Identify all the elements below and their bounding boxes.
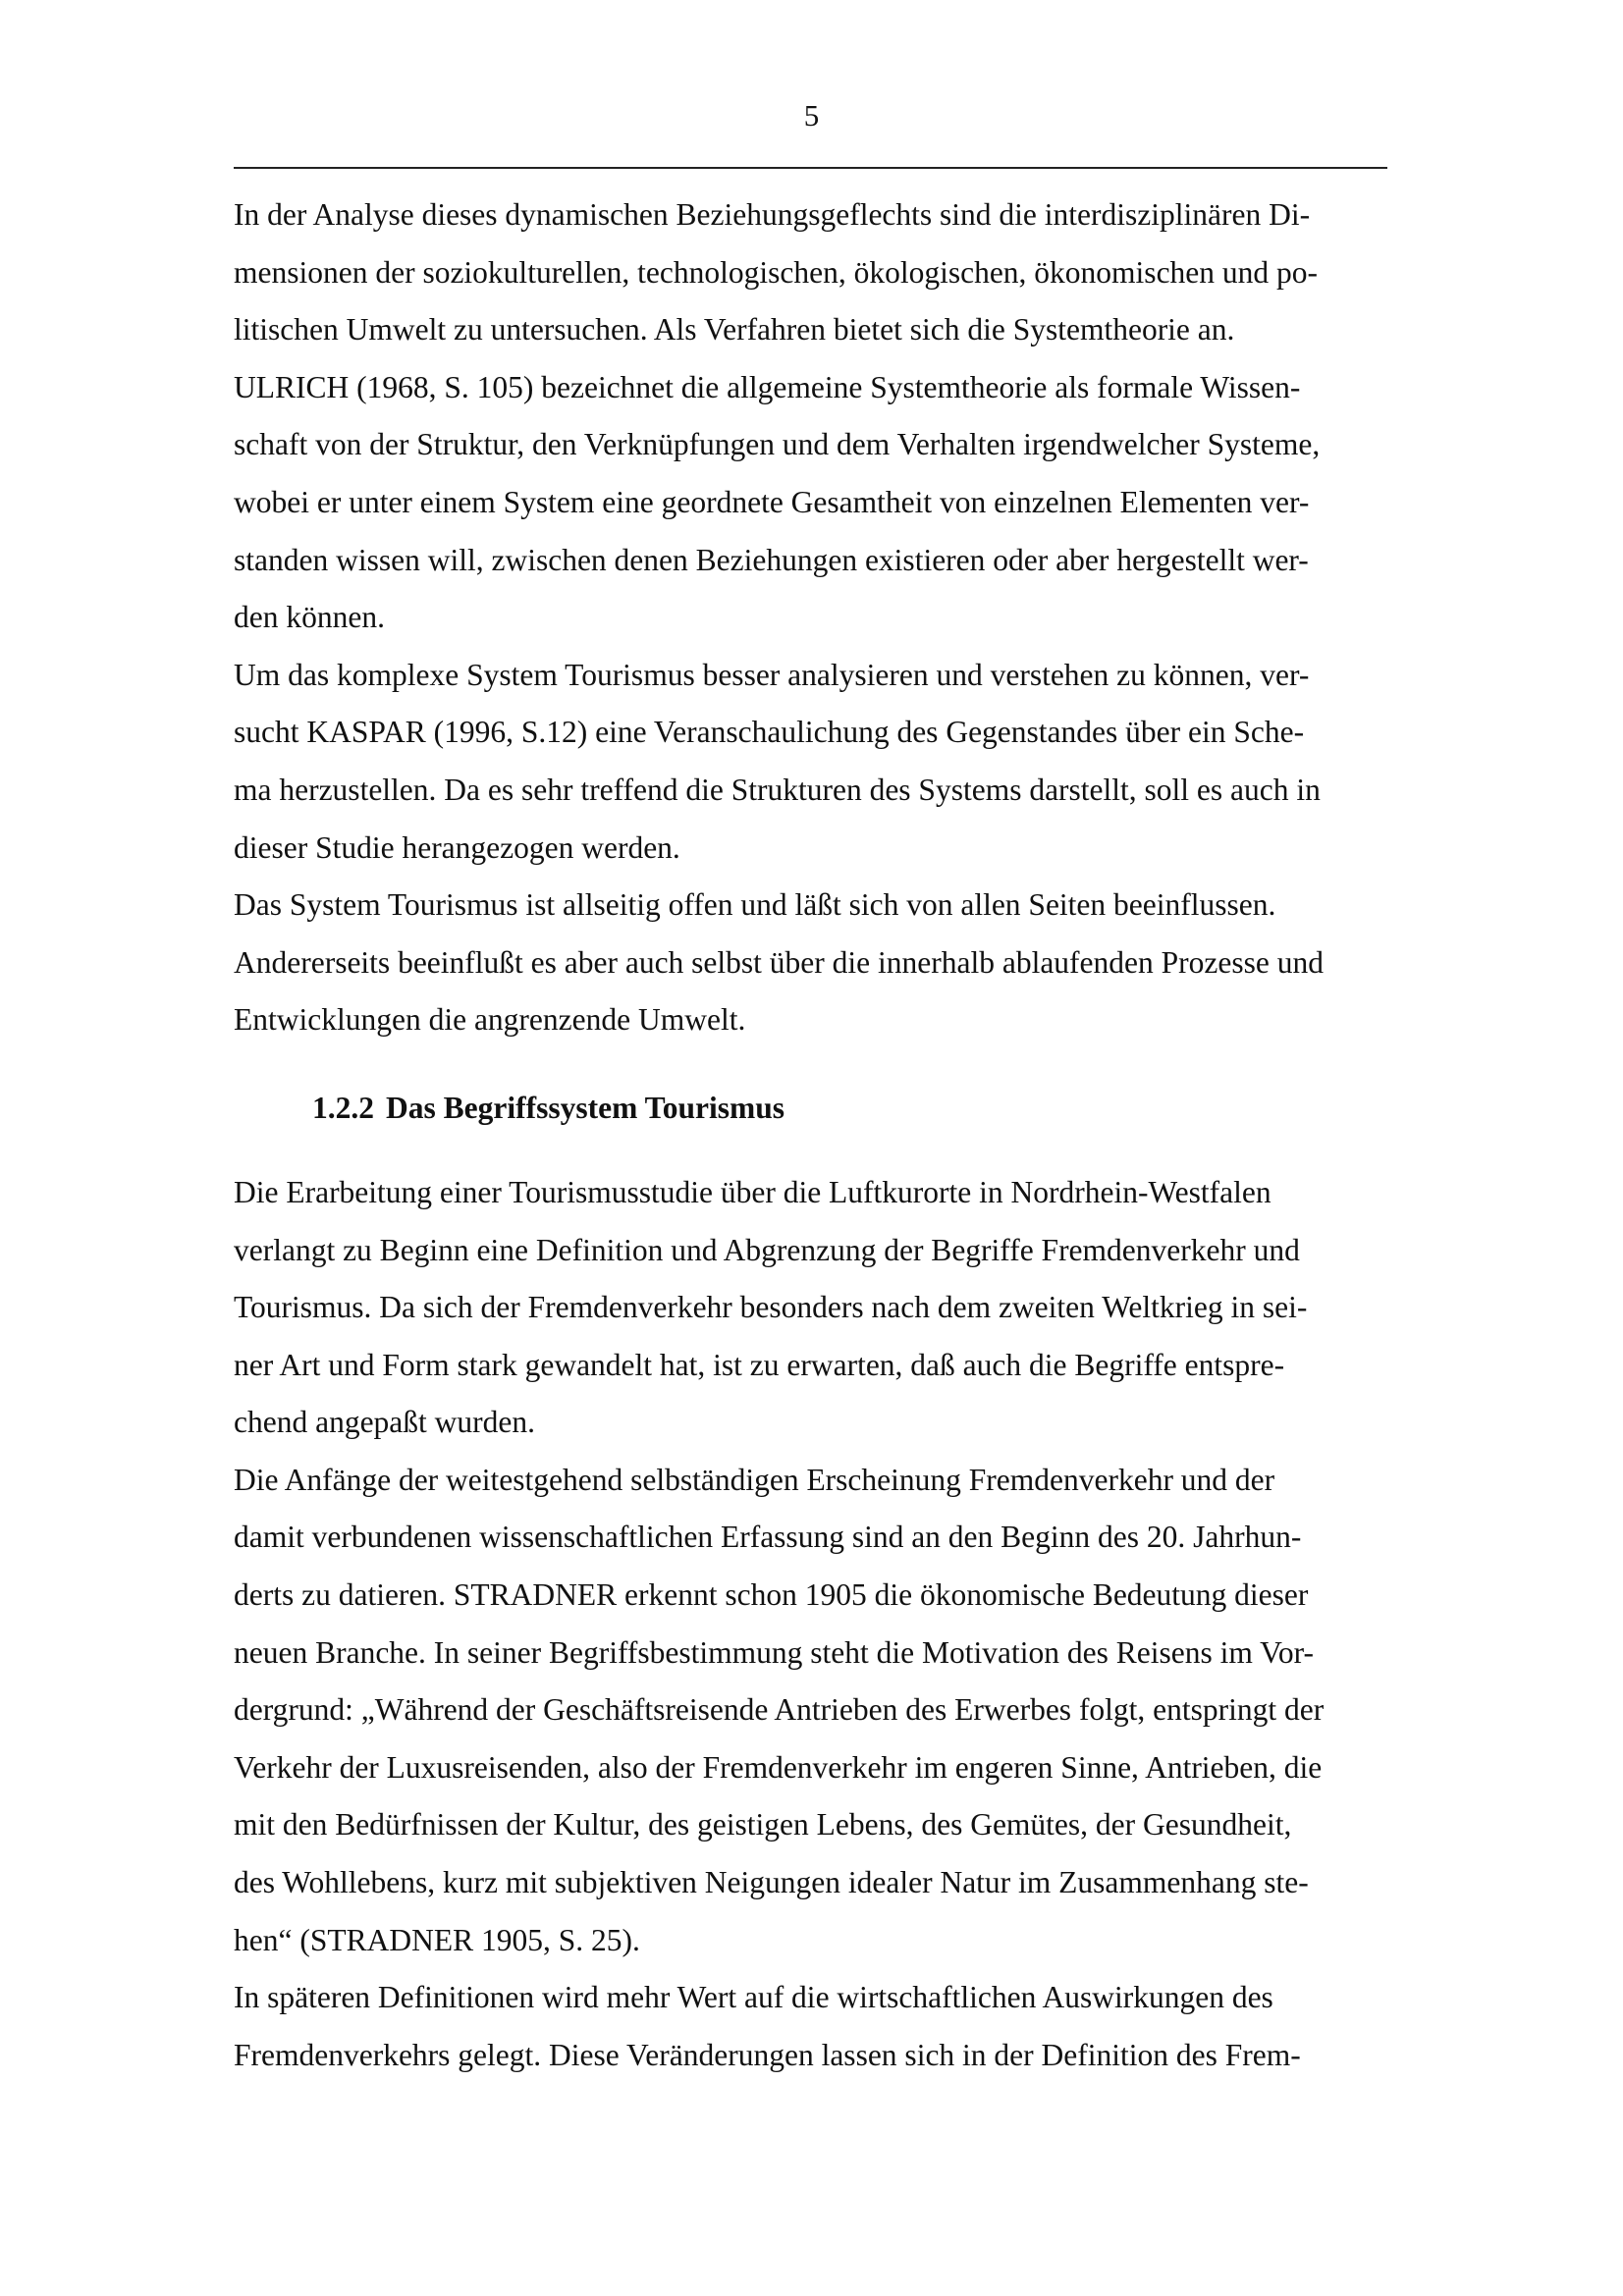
- text-line: dergrund: „Während der Geschäftsreisende Antrieben des Erwerbes folgt, entspringt der: [234, 1692, 1325, 1728]
- text-line: Die Erarbeitung einer Tourismusstudie über die Luftkurorte in Nordrhein-Westfalen: [234, 1174, 1271, 1209]
- text-line: Fremdenverkehrs gelegt. Diese Veränderungen lassen sich in der Definition des Frem-: [234, 2037, 1301, 2072]
- text-line: neuen Branche. In seiner Begriffsbestimmung steht die Motivation des Reisens im Vor-: [234, 1634, 1314, 1670]
- text-line: damit verbundenen wissenschaftlichen Erfassung sind an den Beginn des 20. Jahrhun-: [234, 1520, 1302, 1555]
- text-line: dieser Studie herangezogen werden.: [234, 829, 680, 865]
- section-number: 1.2.2: [312, 1090, 374, 1125]
- section2-text: [234, 1164, 1402, 2085]
- text-line: derts zu datieren. STRADNER erkennt schon 1905 die ökonomische Bedeutung dieser: [234, 1577, 1309, 1613]
- text-line: hen“ (STRADNER 1905, S. 25).: [234, 1922, 640, 1957]
- text-line: Andererseits beeinflußt es aber auch selbst über die innerhalb ablaufenden Prozesse und: [234, 944, 1324, 980]
- text-line: Verkehr der Luxusreisenden, also der Fremdenverkehr im engeren Sinne, Antrieben, die: [234, 1749, 1323, 1785]
- text-line: ner Art und Form stark gewandelt hat, ist zu erwarten, daß auch die Begriffe entspre-: [234, 1347, 1285, 1382]
- text-line: ma herzustellen. Da es sehr treffend die Strukturen des Systems darstellt, soll es auch in: [234, 772, 1321, 807]
- section1-text: [234, 187, 1402, 1049]
- page-body: [234, 187, 1402, 2084]
- text-line: litischen Umwelt zu untersuchen. Als Verfahren bietet sich die Systemtheorie an.: [234, 312, 1235, 347]
- section-title: Das Begriffssystem Tourismus: [386, 1090, 785, 1125]
- text-line: den können.: [234, 600, 385, 635]
- page-number: 5: [803, 98, 820, 133]
- text-line: wobei er unter einem System eine geordnete Gesamtheit von einzelnen Elementen ver-: [234, 484, 1310, 519]
- text-line: mensionen der soziokulturellen, technologischen, ökologischen, ökonomischen und po-: [234, 254, 1319, 290]
- text-line: Entwicklungen die angrenzende Umwelt.: [234, 1002, 746, 1038]
- text-line: Das System Tourismus ist allseitig offen und läßt sich von allen Seiten beeinflussen.: [234, 887, 1276, 923]
- text-line: verlangt zu Beginn eine Definition und Abgrenzung der Begriffe Fremdenverkehr und: [234, 1232, 1300, 1267]
- text-line: Die Anfänge der weitestgehend selbständigen Erscheinung Fremdenverkehr und der: [234, 1462, 1275, 1497]
- text-line: Tourismus. Da sich der Fremdenverkehr besonders nach dem zweiten Weltkrieg in sei-: [234, 1290, 1308, 1325]
- text-line: schaft von der Struktur, den Verknüpfungen und dem Verhalten irgendwelcher Systeme,: [234, 427, 1321, 462]
- text-line: standen wissen will, zwischen denen Beziehungen existieren oder aber hergestellt wer-: [234, 542, 1309, 577]
- text-line: Um das komplexe System Tourismus besser analysieren und verstehen zu können, ver-: [234, 657, 1310, 692]
- text-line: In der Analyse dieses dynamischen Beziehungsgeflechts sind die interdisziplinären Di-: [234, 197, 1311, 232]
- header-rule: [234, 167, 1387, 169]
- section-heading: [234, 1080, 1402, 1137]
- text-line: mit den Bedürfnissen der Kultur, des geistigen Lebens, des Gemütes, der Gesundheit,: [234, 1807, 1292, 1842]
- text-line: sucht KASPAR (1996, S.12) eine Veranschaulichung des Gegenstandes über ein Sche-: [234, 715, 1305, 750]
- text-line: des Wohllebens, kurz mit subjektiven Neigungen idealer Natur im Zusammenhang ste-: [234, 1865, 1309, 1900]
- text-line: chend angepaßt wurden.: [234, 1405, 536, 1440]
- text-line: In späteren Definitionen wird mehr Wert auf die wirtschaftlichen Auswirkungen des: [234, 1980, 1273, 2015]
- text-line: ULRICH (1968, S. 105) bezeichnet die allgemeine Systemtheorie als formale Wissen-: [234, 369, 1301, 404]
